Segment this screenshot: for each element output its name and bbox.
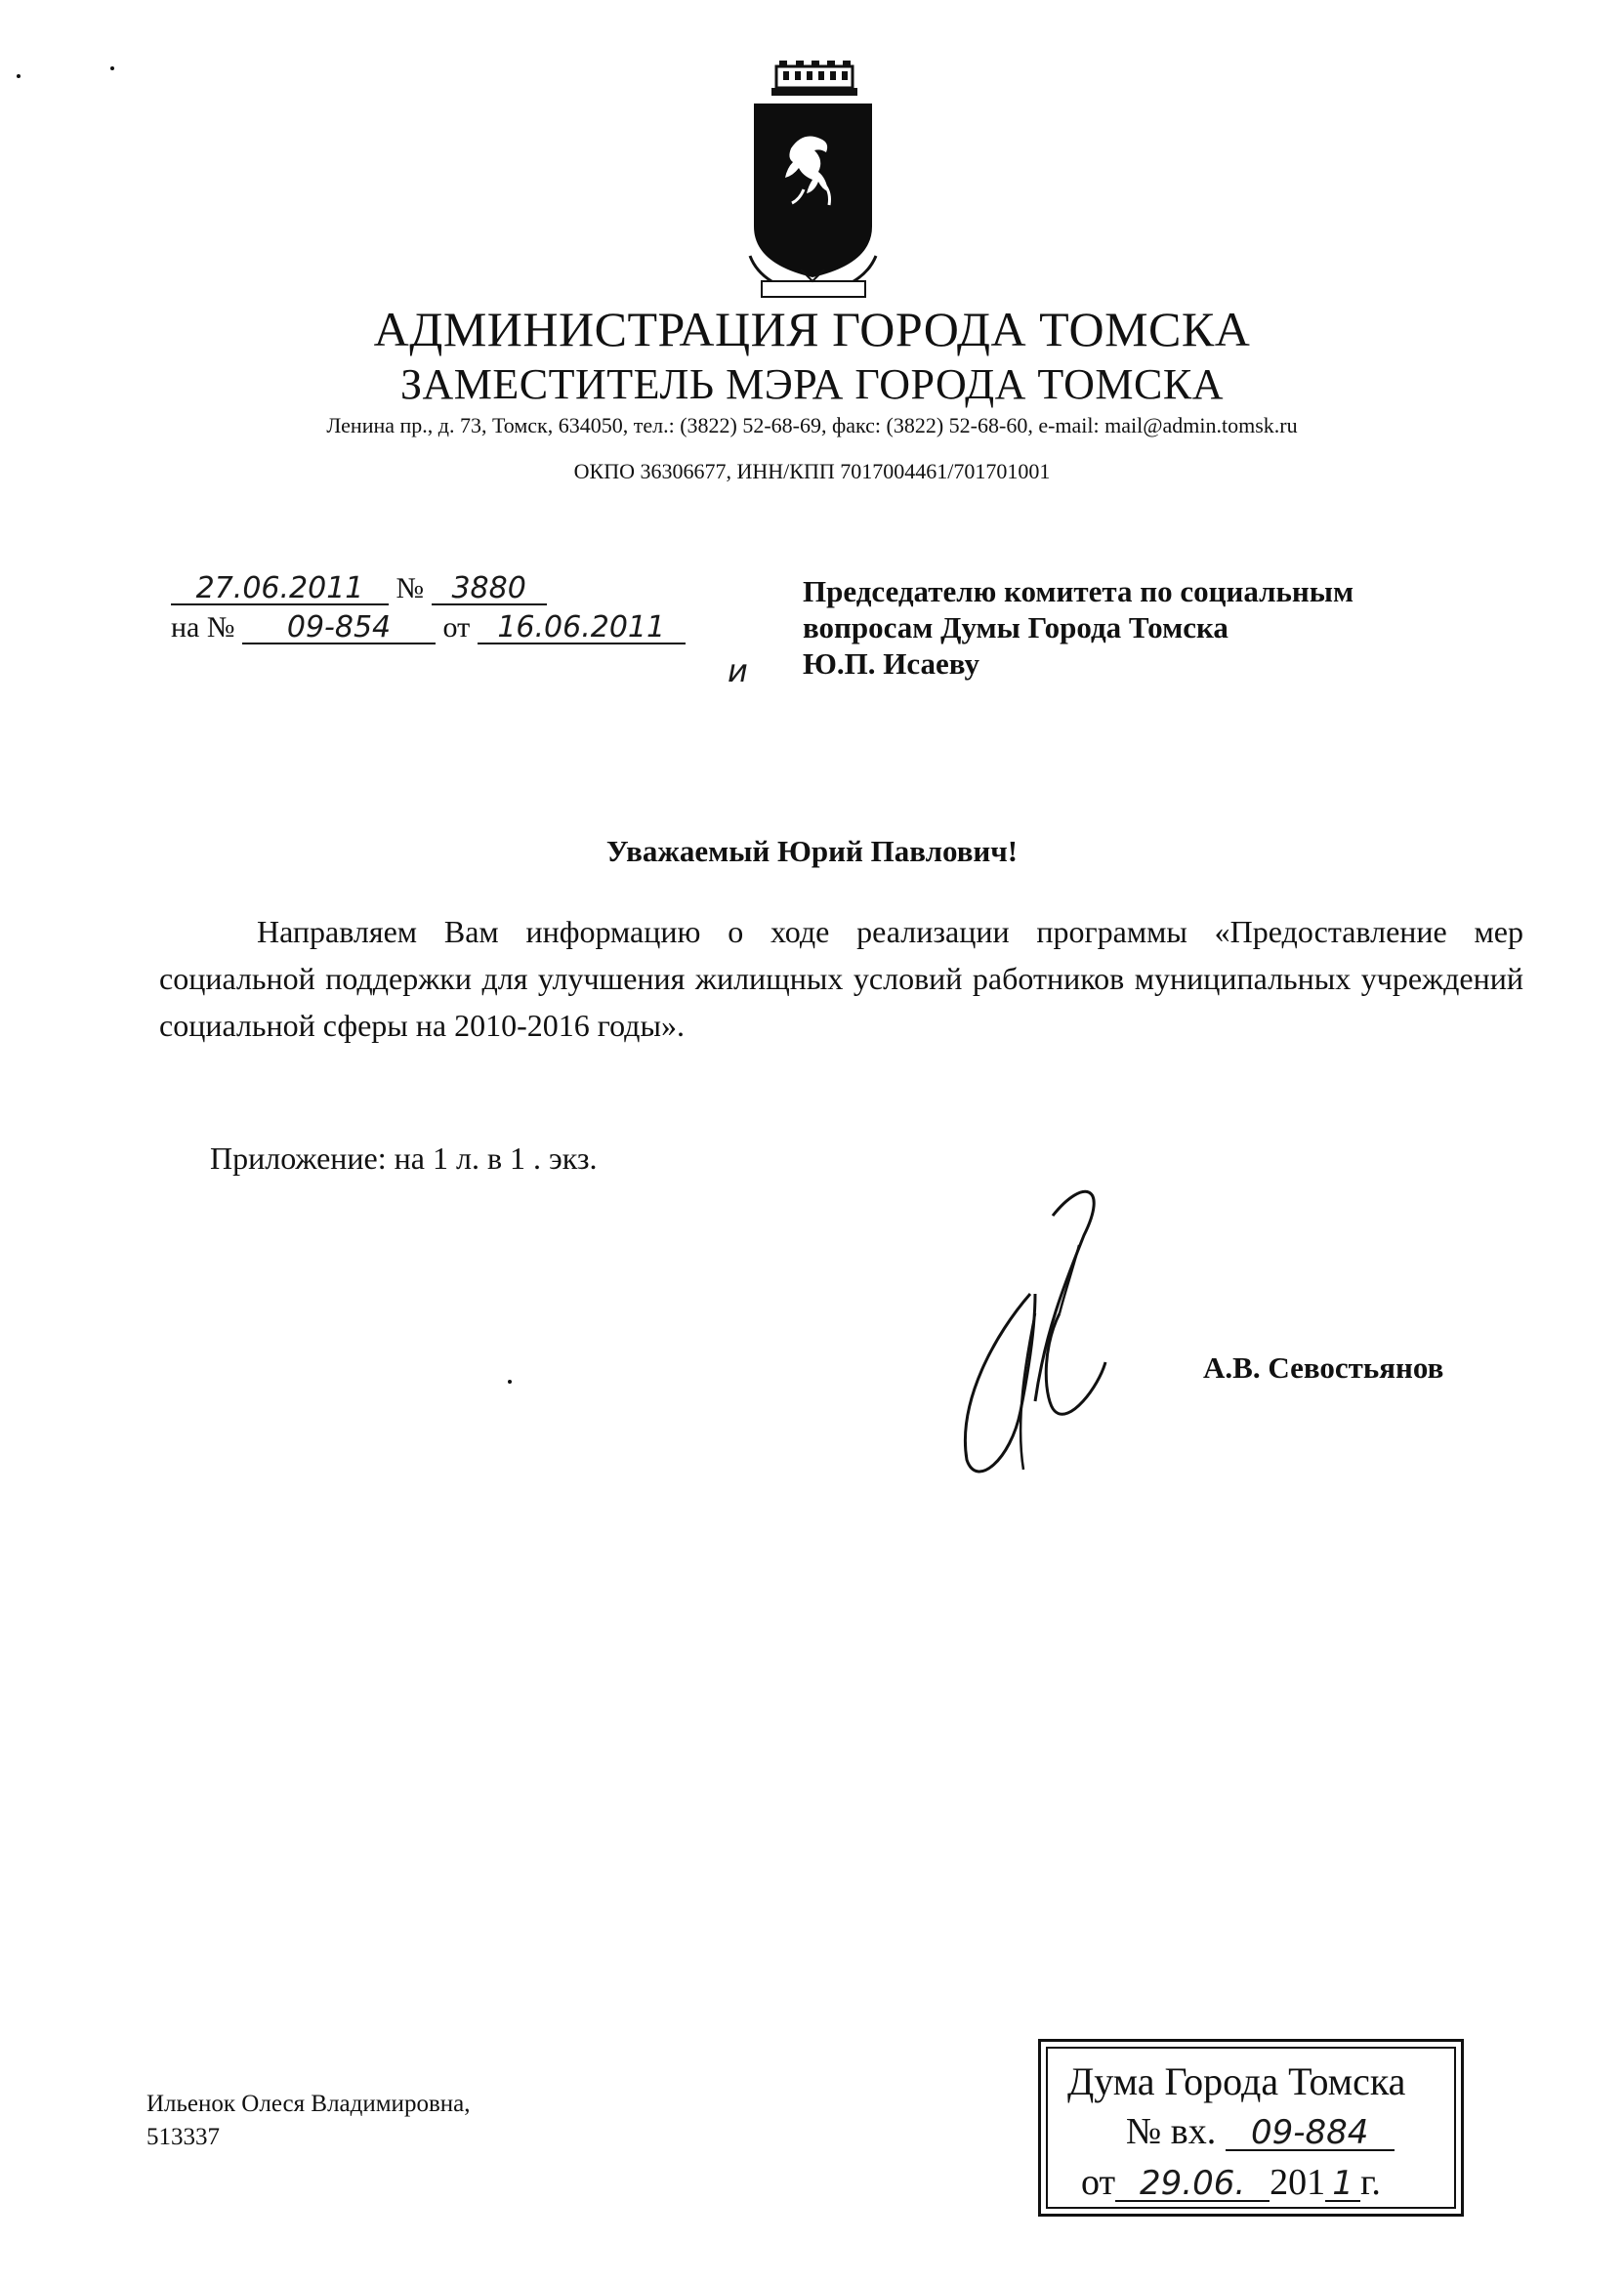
organization-subtitle: ЗАМЕСТИТЕЛЬ МЭРА ГОРОДА ТОМСКА: [399, 360, 1225, 408]
stamp-date-row: [1081, 2164, 1381, 2202]
organization-codes: ОКПО 36306677, ИНН/КПП 7017004461/701701001: [573, 459, 1051, 483]
recipient-line: вопросам Думы Города Томска: [803, 610, 1228, 644]
executor-phone: 513337: [146, 2124, 220, 2150]
executor-block: [146, 2088, 470, 2154]
letter-body: Направляем Вам информацию о ходе реализации программы «Предоставление мер социальной поддержки для улучшения жилищных условий работников муниципальных учреждений социальной сферы на 2010-2016 годы».: [159, 914, 1523, 1043]
stamp-number: 09-884: [1226, 2116, 1395, 2151]
salutation: Уважаемый Юрий Павлович!: [605, 834, 1019, 868]
organization-name: АДМИНИСТРАЦИЯ ГОРОДА ТОМСКА: [373, 302, 1251, 356]
signer-name: А.В. Севостьянов: [1203, 1350, 1444, 1385]
attachment-note: Приложение: на 1 л. в 1 . экз.: [210, 1141, 598, 1176]
reply-reference-row: [171, 610, 686, 644]
stamp-title: Дума Города Томска: [1067, 2059, 1406, 2103]
recipient-name: Ю.П. Исаеву: [803, 646, 979, 681]
outgoing-date-row: [171, 571, 547, 605]
signature-image: [937, 1177, 1152, 1489]
executor-name: Ильенок Олеся Владимировна,: [146, 2091, 471, 2117]
stamp-year-suffix: г.: [1360, 2162, 1381, 2203]
stamp-date-label: от: [1081, 2162, 1116, 2203]
handwritten-mark: и: [728, 652, 748, 689]
reply-from-label: от: [442, 611, 471, 643]
stamp-year-prefix: 201: [1270, 2162, 1326, 2203]
stamp-date: 29.06.: [1115, 2167, 1270, 2202]
outgoing-number: 3880: [432, 574, 547, 605]
reply-number: 09-854: [242, 613, 436, 644]
scan-speck: [17, 74, 21, 78]
reply-number-label: на №: [171, 611, 235, 643]
stamp-year-digit: 1: [1325, 2167, 1360, 2202]
scan-speck: [508, 1380, 512, 1384]
recipient-line: Председателю комитета по социальным: [803, 574, 1354, 608]
coat-of-arms-icon: [742, 61, 884, 312]
stamp-number-label: № вх.: [1126, 2111, 1217, 2152]
recipient-block: [803, 573, 1353, 682]
outgoing-date: 27.06.2011: [171, 574, 389, 605]
incoming-stamp: [1038, 2039, 1464, 2217]
organization-address: Ленина пр., д. 73, Томск, 634050, тел.: (3822) 52-68-69, факс: (3822) 52-68-60, e-mail: mail@admin.tomsk.ru: [326, 413, 1298, 437]
scan-speck: [110, 66, 114, 70]
reply-date: 16.06.2011: [478, 613, 686, 644]
number-label: №: [396, 572, 425, 604]
stamp-inner-frame: [1046, 2047, 1456, 2209]
stamp-number-row: [1126, 2113, 1395, 2151]
